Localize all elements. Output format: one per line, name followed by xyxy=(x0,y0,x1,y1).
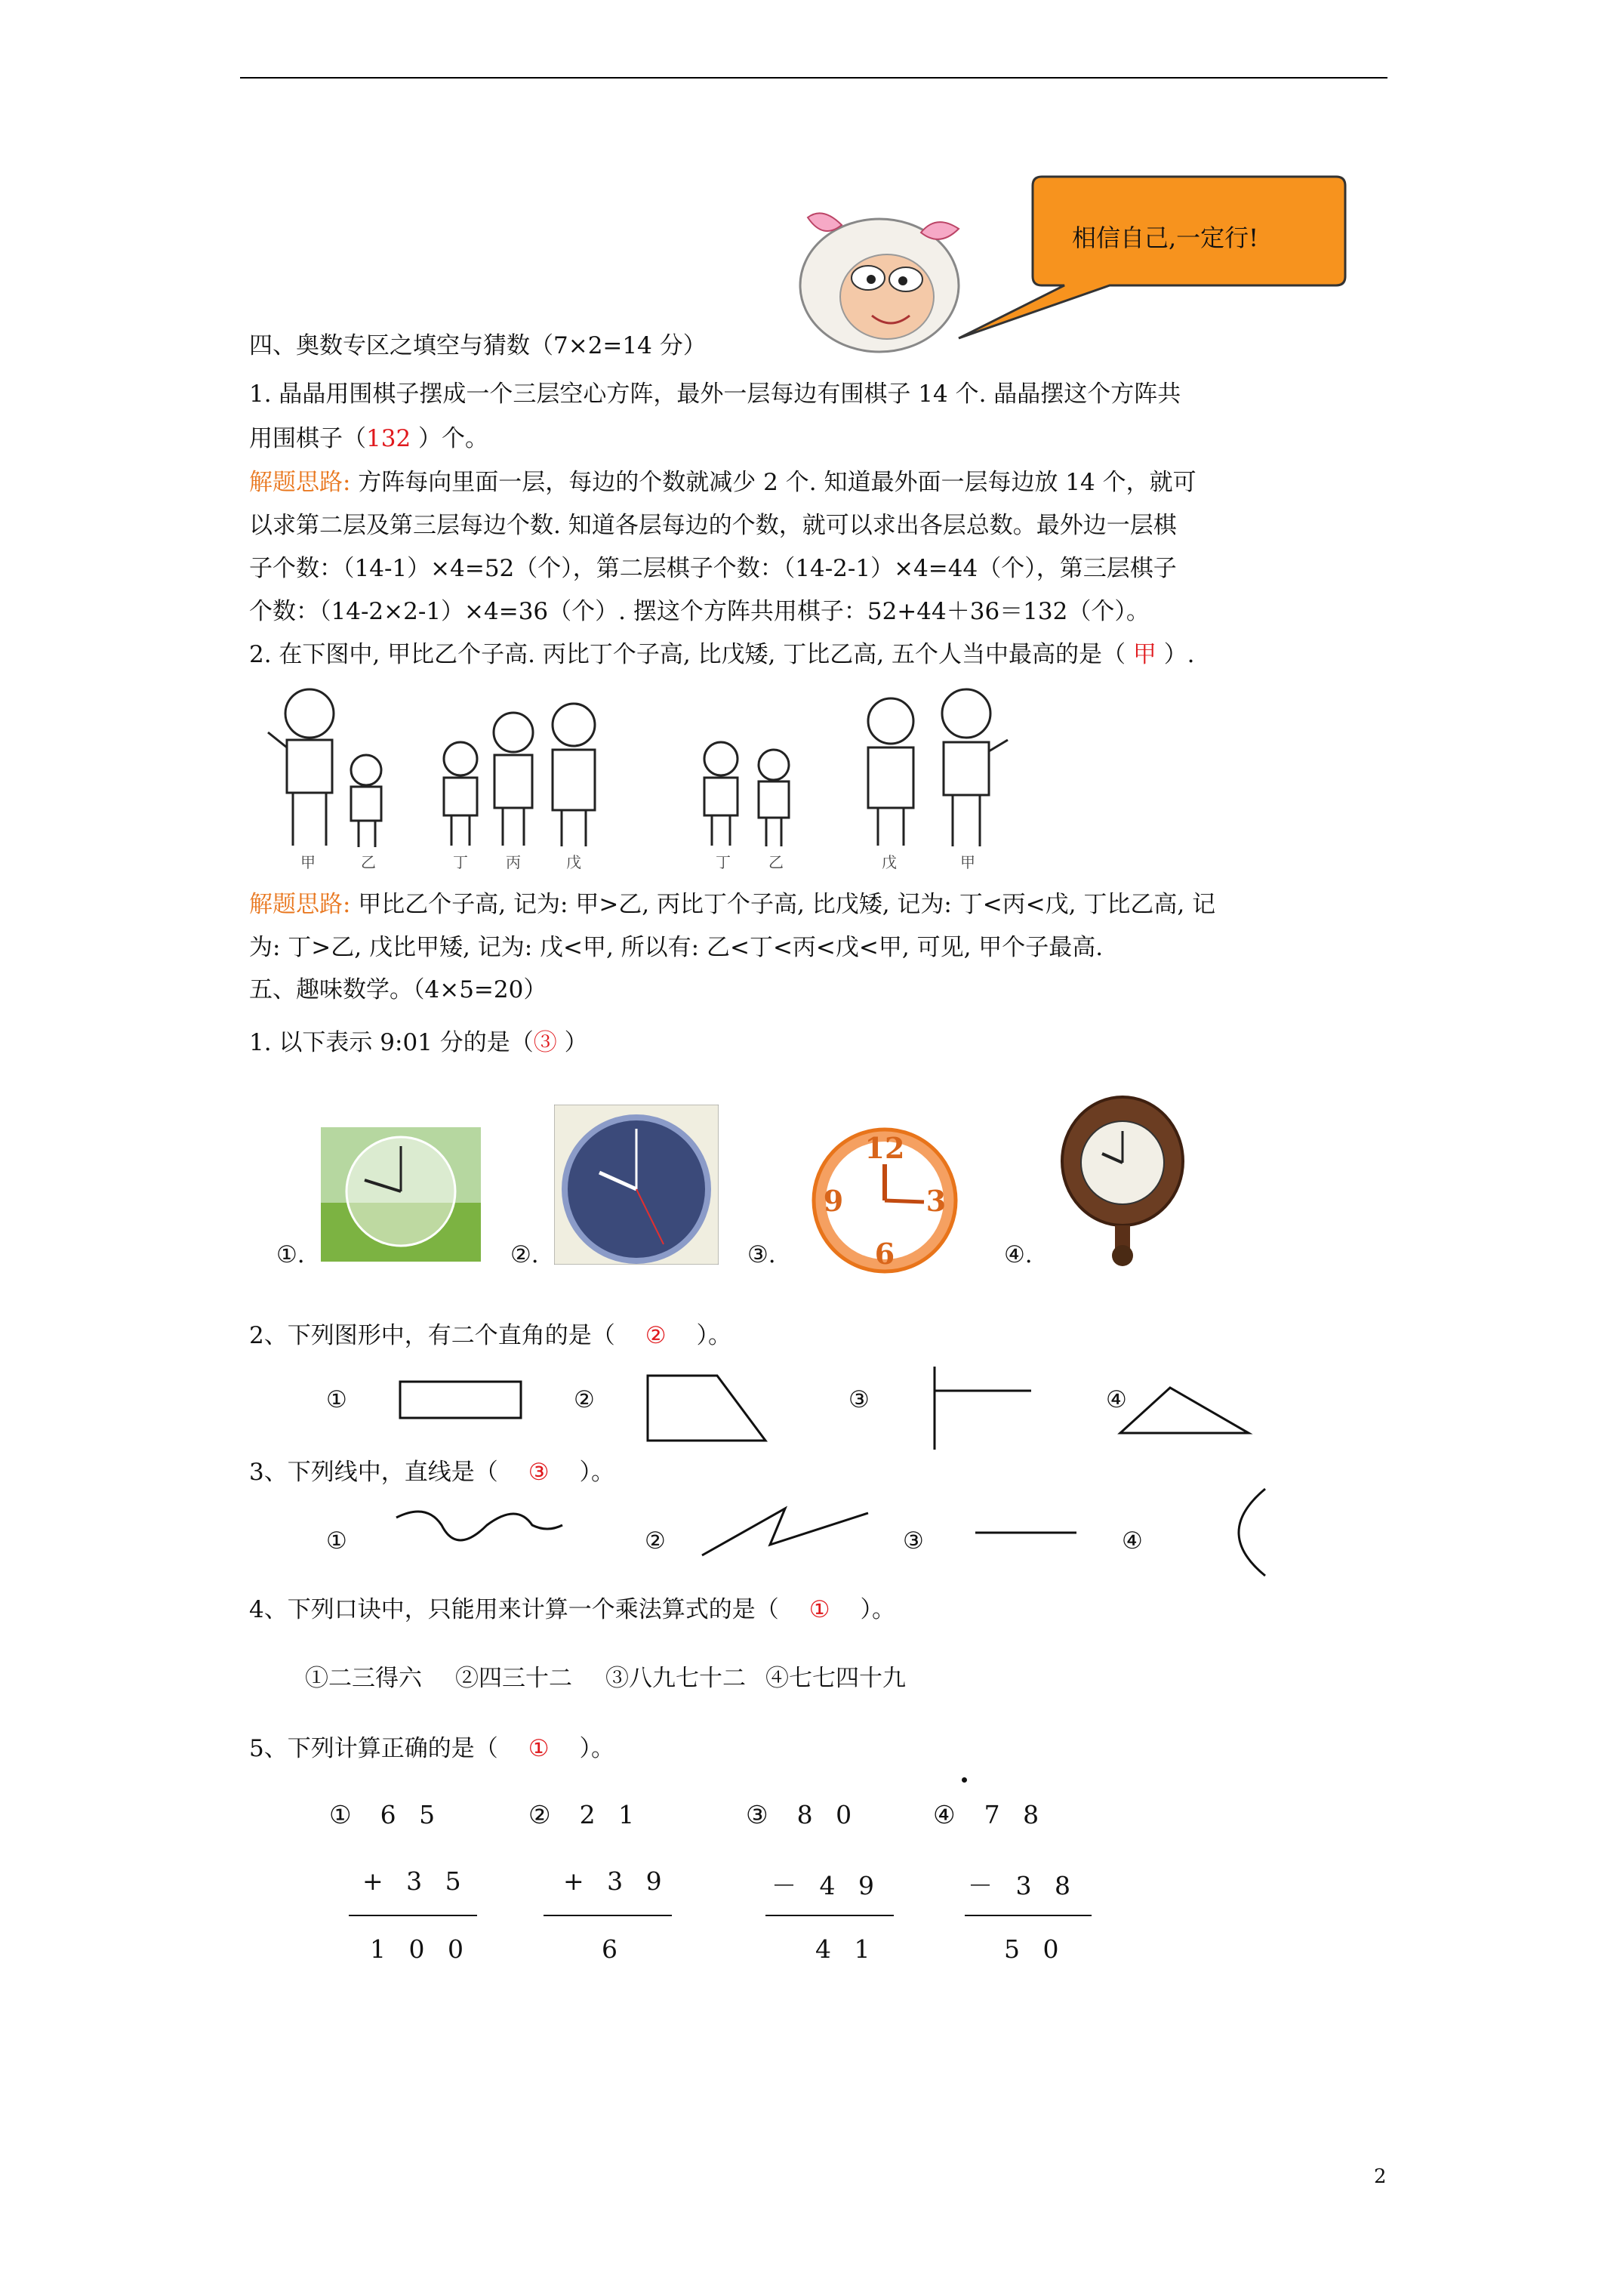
calc-1-op: + 3 5 xyxy=(362,1866,469,1896)
bubble-text: 相信自己,一定行! xyxy=(1072,223,1259,252)
s5-q1-suffix: ） xyxy=(556,1029,588,1056)
calc-3-op: － 4 9 xyxy=(771,1871,882,1900)
people-labels xyxy=(264,850,1019,873)
calc-2-result: 6 xyxy=(602,1934,625,1964)
clock-3-label: ③. xyxy=(747,1241,776,1268)
q2-answer: 甲 xyxy=(1125,641,1164,668)
shapes-figure xyxy=(393,1359,1298,1450)
s5-q4-answer: ① xyxy=(808,1596,830,1623)
q2-sol1 xyxy=(249,889,1215,920)
calc-4-top xyxy=(933,1800,1046,1829)
q1-sol1 xyxy=(249,467,1196,498)
q4-option-1: ①二三得六 xyxy=(305,1665,422,1692)
label-wu-1: 戊 xyxy=(566,853,581,871)
s5-q1-answer: ③ xyxy=(533,1029,557,1056)
s5-q1-line xyxy=(249,1028,588,1058)
q1-sol3: 子个数：（14-1）×4=52（个），第二层棋子个数：（14-2-1）×4=44（个），第三层棋子 xyxy=(249,555,1177,582)
calc-3-result: 4 1 xyxy=(815,1934,878,1964)
s5-q2-prefix: 2、下列图形中，有二个直角的是（ xyxy=(249,1322,615,1349)
calc-2-op: + 3 9 xyxy=(563,1866,670,1896)
q2-sol1-text: 甲比乙个子高, 记为: 甲>乙, 丙比丁个子高, 比戊矮, 记为: 丁<丙<戊, 丁比乙高, 记 xyxy=(350,891,1216,918)
s5-q2-answer: ② xyxy=(645,1322,667,1349)
clock-2-label: ②. xyxy=(510,1241,539,1268)
s5-q5-prefix: 5、下列计算正确的是（ xyxy=(249,1735,498,1762)
label-yi-1: 乙 xyxy=(361,853,376,871)
label-jia-2: 甲 xyxy=(960,853,975,871)
s5-q5-suffix: ）。 xyxy=(579,1735,615,1762)
q2-suffix: ）. xyxy=(1163,641,1195,668)
calc-3-label: ③ xyxy=(746,1800,776,1829)
clock-3-image xyxy=(811,1126,959,1274)
calc-1-result: 1 0 0 xyxy=(370,1934,471,1964)
q1-sol2: 以求第二层及第三层每边个数. 知道各层每边的个数，就可以求出各层总数。最外边一层棋 xyxy=(249,512,1177,539)
line-label-4: ④ xyxy=(1122,1527,1143,1555)
s5-q5-line xyxy=(249,1734,614,1764)
shape-label-2: ② xyxy=(574,1386,595,1413)
q1-line2-suffix: ）个。 xyxy=(411,425,489,452)
svg-text:3: 3 xyxy=(925,1184,947,1218)
calc-4-op: － 3 8 xyxy=(968,1871,1078,1900)
s5-q4-line xyxy=(249,1595,895,1625)
calc-2-rule xyxy=(544,1915,672,1916)
lines-figure xyxy=(377,1480,1283,1578)
shape-label-1: ① xyxy=(326,1386,347,1413)
clock-4-label: ④. xyxy=(1004,1241,1033,1268)
svg-text:12: 12 xyxy=(864,1131,905,1165)
q4-option-4: ④七七四十九 xyxy=(765,1665,906,1692)
label-jia-1: 甲 xyxy=(300,853,316,871)
q4-option-2: ②四三十二 xyxy=(455,1665,572,1692)
s5-q5-answer: ① xyxy=(528,1735,550,1762)
line-label-3: ③ xyxy=(903,1527,924,1555)
s5-q4-suffix: ）。 xyxy=(860,1596,896,1623)
s5-q3-suffix: ）。 xyxy=(579,1459,615,1486)
section-4-title: 四、奥数专区之填空与猜数（7×2=14 分） xyxy=(249,332,707,359)
line-label-1: ① xyxy=(326,1527,347,1555)
s5-q2-suffix: ）。 xyxy=(696,1322,732,1349)
calc-1-label: ① xyxy=(329,1800,359,1829)
calc-2-top-num: 2 1 xyxy=(579,1800,642,1829)
label-ding-1: 丁 xyxy=(453,853,468,871)
label-ding-2: 丁 xyxy=(716,853,731,871)
q1-line2 xyxy=(249,424,488,454)
calc-3-rule xyxy=(765,1915,894,1916)
sol-label-2: 解题思路: xyxy=(249,891,351,918)
calc-1-top-num: 6 5 xyxy=(380,1800,443,1829)
q1-sol4: 个数：（14-2×2-1）×4=36（个）. 摆这个方阵共用棋子：52+44＋36＝132（个）。 xyxy=(249,598,1150,625)
s5-q4-prefix: 4、下列口诀中，只能用来计算一个乘法算式的是（ xyxy=(249,1596,779,1623)
clock-1-label: ①. xyxy=(276,1241,305,1268)
speech-bubble-shape xyxy=(929,169,1351,350)
s5-q3-prefix: 3、下列线中，直线是（ xyxy=(249,1459,498,1486)
q1-line1: 1. 晶晶用围棋子摆成一个三层空心方阵，最外一层每边有围棋子 14 个. 晶晶摆这个方阵共 xyxy=(249,381,1181,408)
s5-q3-answer: ③ xyxy=(528,1459,550,1486)
clock-4-image xyxy=(1058,1093,1187,1268)
calc-2-top xyxy=(528,1800,642,1829)
sol-label: 解题思路: xyxy=(249,469,351,496)
calc-4-top-num: 7 8 xyxy=(984,1800,1047,1829)
calc-4-rule xyxy=(965,1915,1092,1916)
calc-4-result: 5 0 xyxy=(1004,1934,1067,1964)
svg-text:6: 6 xyxy=(874,1237,895,1271)
people-height-illustration xyxy=(264,683,1019,872)
calc-3-top-num: 8 0 xyxy=(796,1800,860,1829)
calc-3-top xyxy=(746,1800,859,1829)
q4-options xyxy=(305,1663,906,1693)
q2-line xyxy=(249,639,1195,670)
calc-2-label: ② xyxy=(528,1800,559,1829)
q2-prefix: 2. 在下图中, 甲比乙个子高. 丙比丁个子高, 比戊矮, 丁比乙高, 五个人当中最高的是（ xyxy=(249,641,1126,668)
svg-text:9: 9 xyxy=(823,1184,844,1218)
shape-label-3: ③ xyxy=(848,1386,870,1413)
header-rule xyxy=(240,77,1387,79)
clock-1-image xyxy=(321,1127,481,1262)
clock-2-image xyxy=(554,1105,719,1265)
calc-4-label: ④ xyxy=(933,1800,963,1829)
calc-1-rule xyxy=(349,1915,477,1916)
q1-answer: 132 xyxy=(366,425,411,452)
line-label-2: ② xyxy=(645,1527,666,1555)
section-5-title: 五、趣味数学。（4×5=20） xyxy=(249,976,547,1003)
calc-1-top xyxy=(329,1800,442,1829)
carry-dot xyxy=(962,1777,967,1783)
label-yi-2: 乙 xyxy=(768,853,784,871)
shape-label-4: ④ xyxy=(1106,1386,1127,1413)
label-bing-1: 丙 xyxy=(506,853,521,871)
q4-option-3: ③八九七十二 xyxy=(605,1665,746,1692)
s5-q1-prefix: 1. 以下表示 9:01 分的是（ xyxy=(249,1029,534,1056)
q2-sol2: 为: 丁>乙, 戊比甲矮, 记为: 戊<甲, 所以有: 乙<丁<丙<戊<甲, 可见, 甲个子最高. xyxy=(249,934,1104,961)
label-wu-2: 戊 xyxy=(882,853,897,871)
q1-sol1-text: 方阵每向里面一层，每边的个数就减少 2 个. 知道最外面一层每边放 14 个，就可 xyxy=(350,469,1196,496)
page-number: 2 xyxy=(1374,2165,1387,2188)
s5-q2-line xyxy=(249,1321,731,1351)
q1-line2-prefix: 用围棋子（ xyxy=(249,425,366,452)
